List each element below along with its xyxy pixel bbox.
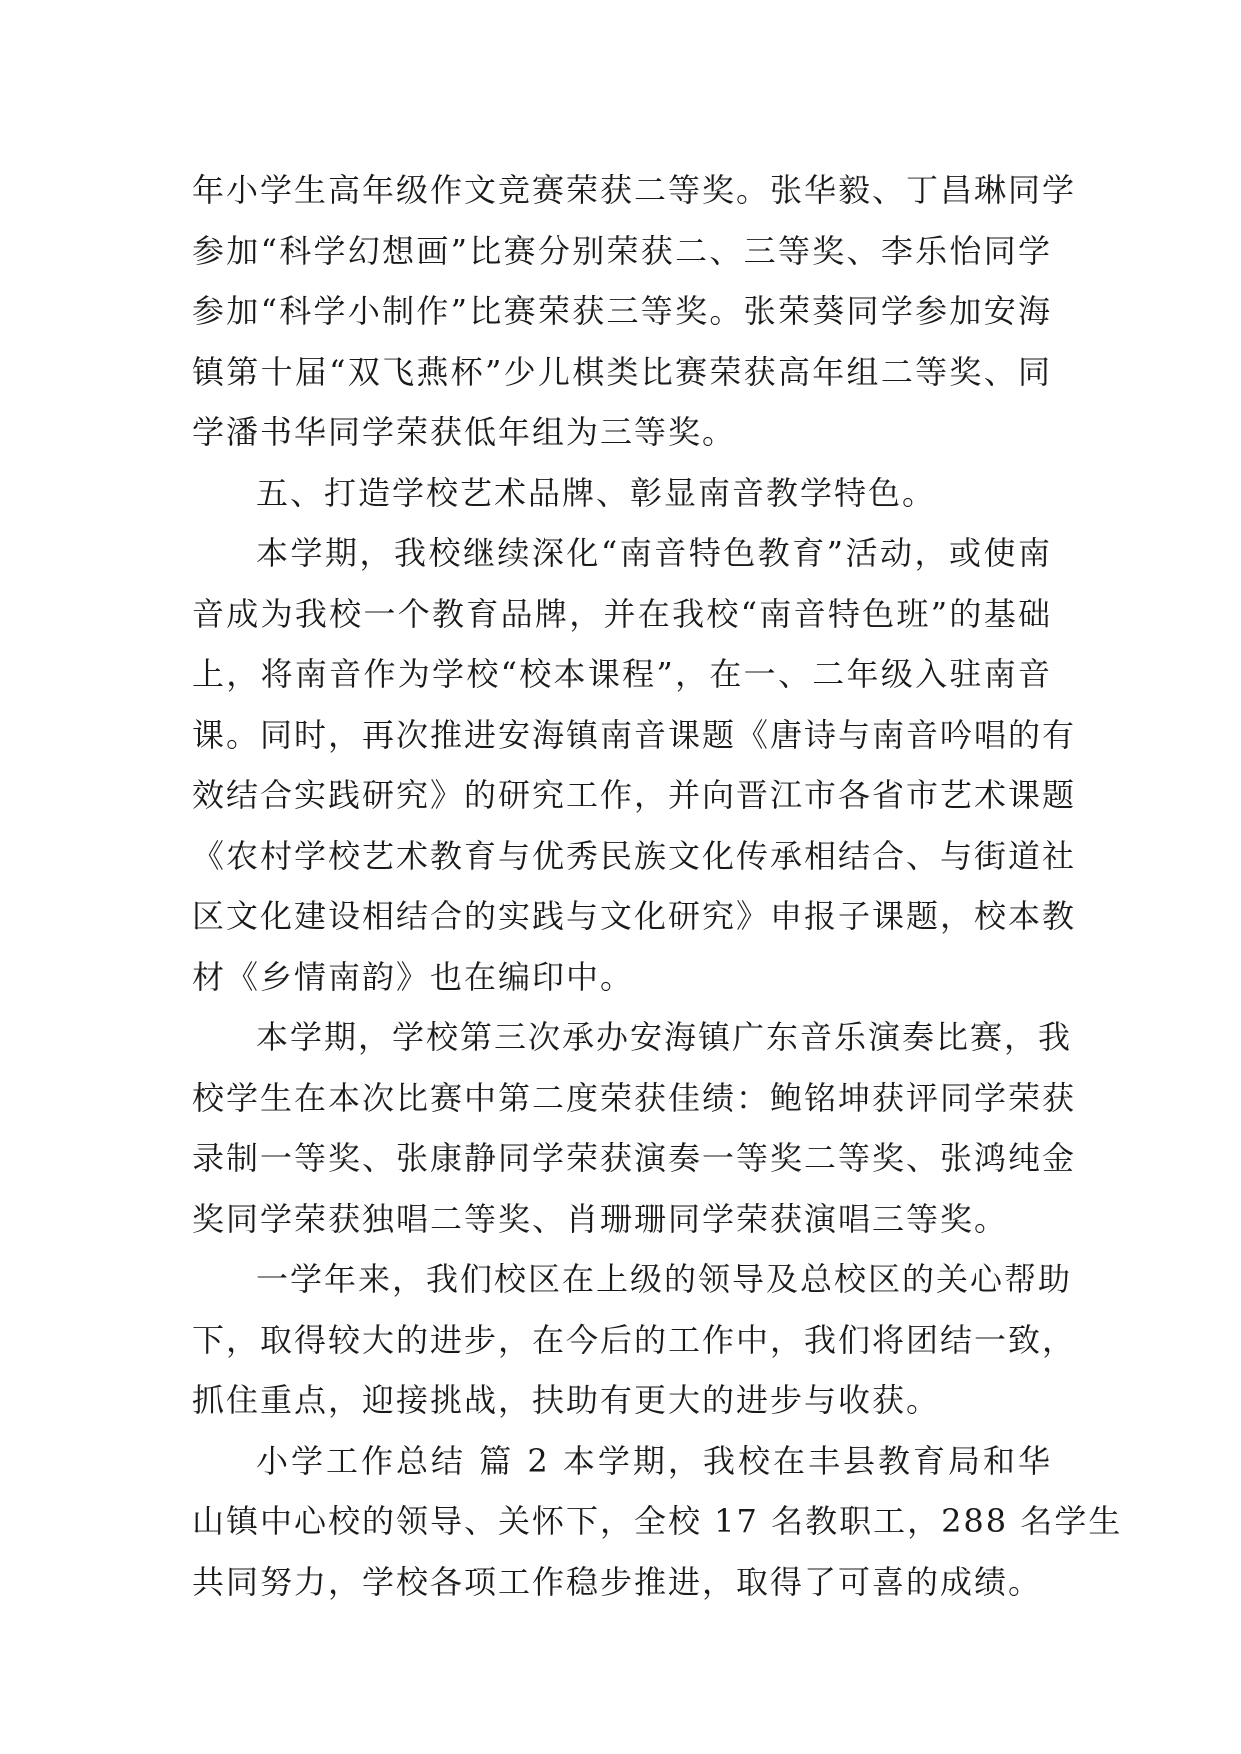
text-line: 山镇中心校的领导、关怀下，全校 17 名教职工，288 名学生 [192, 1502, 1123, 1540]
text-line: 小学工作总结 篇 2 本学期，我校在丰县教育局和华 [256, 1441, 1052, 1480]
text-line: 年小学生高年级作文竞赛荣获二等奖。张华毅、丁昌琳同学 [192, 171, 1077, 209]
text-line: 音成为我校一个教育品牌，并在我校“南音特色班”的基础 [192, 594, 1052, 633]
text-line: 参加“科学小制作”比赛荣获三等奖。张荣葵同学参加安海 [192, 292, 1052, 330]
text-line: 区文化建设相结合的实践与文化研究》申报子课题，校本教 [192, 897, 1077, 935]
text-line: 奖同学荣获独唱二等奖、肖珊珊同学荣获演唱三等奖。 [192, 1199, 1009, 1238]
text-line: 一学年来，我们校区在上级的领导及总校区的关心帮助 [256, 1260, 1073, 1298]
body-text [192, 160, 1123, 1612]
text-line: 校学生在本次比赛中第二度荣获佳绩：鲍铭坤获评同学荣获 [192, 1078, 1077, 1117]
text-line: 上，将南音作为学校“校本课程”，在一、二年级入驻南音 [192, 655, 1052, 693]
text-line: 《农村学校艺术教育与优秀民族文化传承相结合、与街道社 [192, 836, 1077, 875]
text-line: 镇第十届“双飞燕杯”少儿棋类比赛荣获高年组二等奖、同 [192, 352, 1052, 391]
text-line: 学潘书华同学荣获低年组为三等奖。 [192, 413, 737, 451]
text-line: 参加“科学幻想画”比赛分别荣获二、三等奖、李乐怡同学 [192, 231, 1052, 270]
text-line: 下，取得较大的进步，在今后的工作中，我们将团结一致， [192, 1320, 1077, 1359]
text-line: 录制一等奖、张康静同学荣获演奏一等奖二等奖、张鸿纯金 [192, 1139, 1077, 1177]
text-line: 五、打造学校艺术品牌、彰显南音教学特色。 [256, 473, 937, 512]
text-line: 本学期，我校继续深化“南音特色教育”活动，或使南 [256, 534, 1052, 572]
text-line: 课。同时，再次推进安海镇南音课题《唐诗与南音吟唱的有 [192, 715, 1077, 754]
text-line: 材《乡情南韵》也在编印中。 [192, 957, 635, 996]
text-line: 抓住重点，迎接挑战，扶助有更大的进步与收获。 [192, 1381, 941, 1419]
text-line: 本学期，学校第三次承办安海镇广东音乐演奏比赛，我 [256, 1018, 1073, 1056]
text-line: 共同努力，学校各项工作稳步推进，取得了可喜的成绩。 [192, 1562, 1043, 1601]
text-line: 效结合实践研究》的研究工作，并向晋江市各省市艺术课题 [192, 776, 1077, 814]
